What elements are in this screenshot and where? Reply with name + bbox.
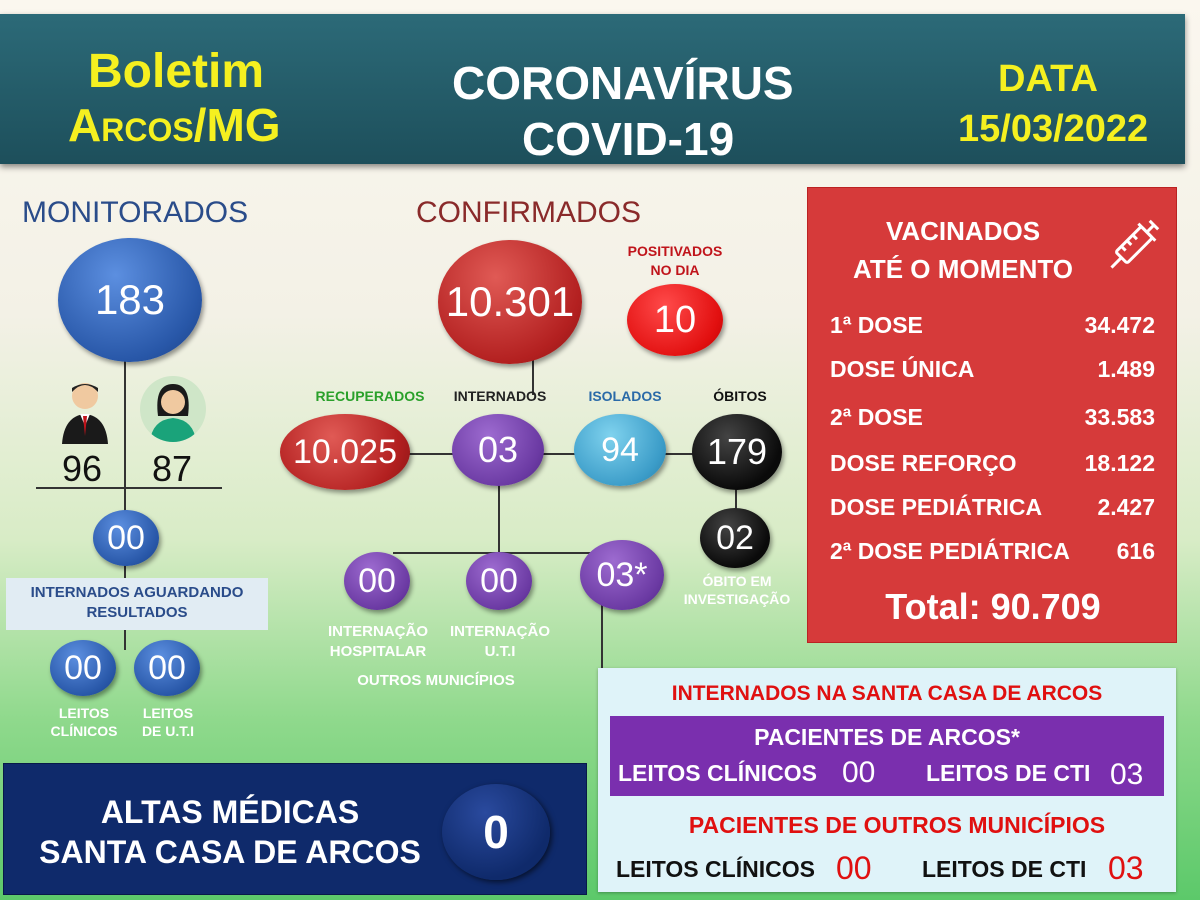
city-label: Arcos/MG	[68, 99, 281, 151]
title-covid: COVID-19	[522, 113, 735, 165]
arcos-cti-value: 03	[1110, 758, 1144, 791]
leitos-clinicos-count: 00	[50, 640, 116, 696]
obito-investigacao-count: 02	[700, 508, 770, 568]
santa-casa-title: INTERNADOS NA SANTA CASA DE ARCOS	[671, 682, 1103, 705]
date-value: 15/03/2022	[958, 108, 1149, 150]
internados-count: 03	[452, 414, 544, 486]
internados-aguardando-count: 00	[93, 510, 159, 566]
int-hosp-label-1: INTERNAÇÃO	[328, 623, 428, 640]
internados-arcos-count: 03*	[580, 540, 664, 610]
leitos-clinicos-label-1: LEITOS	[58, 705, 110, 721]
vac-row-2a-pediatrica	[830, 538, 1155, 565]
outros-clinicos-label: LEITOS CLÍNICOS	[616, 856, 815, 882]
confirmados-total: 10.301	[438, 240, 582, 364]
altas-value: 0	[442, 784, 550, 880]
positivados-label-1: POSITIVADOS	[627, 243, 723, 259]
leitos-uti-label-1: LEITOS	[142, 705, 194, 721]
vac-row-pediatrica	[830, 494, 1155, 521]
vac-row-reforco	[830, 450, 1155, 477]
vac-value-2a-dose: 33.583	[1084, 404, 1155, 430]
internacao-hospitalar-label	[318, 622, 438, 662]
outros-clinicos-value: 00	[836, 850, 872, 886]
isolados-count: 94	[574, 414, 666, 486]
int-hosp-label-2: HOSPITALAR	[329, 643, 427, 660]
vac-value-2a-pediatrica: 616	[1116, 538, 1155, 564]
internacao-uti-label	[440, 622, 560, 662]
altas-label	[20, 792, 440, 872]
arcos-clinicos-label: LEITOS CLÍNICOS	[618, 760, 817, 786]
vacinados-total: Total: 90.709	[885, 586, 1101, 627]
vac-value-1a-dose: 34.472	[1084, 312, 1155, 338]
vac-row-dose-unica	[830, 356, 1155, 383]
positivados-label-2: NO DIA	[650, 262, 700, 278]
obito-investigacao-label	[670, 572, 804, 608]
arcos-clinicos-value: 00	[842, 756, 876, 789]
vac-label-reforco: DOSE REFORÇO	[830, 450, 1017, 476]
monitorados-total: 183	[58, 238, 202, 362]
internacao-uti-count: 00	[466, 552, 532, 610]
leitos-uti-label-2: DE U.T.I	[141, 723, 195, 739]
date-label: DATA	[998, 58, 1098, 100]
int-uti-label-2: U.T.I	[484, 643, 516, 660]
header-banner	[0, 14, 1185, 164]
internacao-hospitalar-count: 00	[344, 552, 410, 610]
outros-municipios-label: OUTROS MUNICÍPIOS	[357, 672, 515, 689]
vac-label-1a-dose: 1ª DOSE	[830, 312, 923, 338]
recuperados-count: 10.025	[280, 414, 410, 490]
vacinados-title-1: VACINADOS	[885, 216, 1041, 246]
positivados-label	[610, 242, 740, 280]
arcos-cti-label: LEITOS DE CTI	[926, 760, 1091, 786]
altas-label-2: SANTA CASA DE ARCOS	[39, 834, 421, 870]
outros-cti-label: LEITOS DE CTI	[922, 856, 1087, 882]
positivados-count: 10	[627, 284, 723, 356]
vacinados-title	[840, 212, 1086, 288]
title-coronavirus: CORONAVÍRUS	[452, 57, 794, 109]
pacientes-outros-title: PACIENTES DE OUTROS MUNICÍPIOS	[688, 812, 1106, 838]
pacientes-arcos-title: PACIENTES DE ARCOS*	[754, 724, 1020, 750]
altas-label-1: ALTAS MÉDICAS	[100, 794, 360, 830]
internados-down-line	[498, 480, 500, 552]
obitos-label: ÓBITOS	[713, 388, 767, 404]
syringe-icon	[1104, 214, 1160, 280]
female-person-icon	[140, 376, 206, 442]
boletim-label: Boletim	[88, 45, 265, 98]
obito-inv-label-2: INVESTIGAÇÃO	[683, 591, 791, 607]
vac-label-dose-unica: DOSE ÚNICA	[830, 356, 975, 382]
leitos-uti-count: 00	[134, 640, 200, 696]
obito-inv-label-1: ÓBITO EM	[702, 573, 772, 589]
vac-value-pediatrica: 2.427	[1097, 494, 1155, 520]
female-count: 87	[152, 448, 193, 489]
confirmados-title: CONFIRMADOS	[416, 196, 641, 229]
int-uti-label-1: INTERNAÇÃO	[450, 623, 550, 640]
aguardando-label-1: INTERNADOS AGUARDANDO	[30, 584, 244, 601]
leitos-clinicos-label-2: CLÍNICOS	[50, 723, 118, 739]
outros-cti-value: 03	[1108, 850, 1144, 886]
vac-value-dose-unica: 1.489	[1097, 356, 1155, 382]
recuperados-label: RECUPERADOS	[315, 388, 425, 404]
vac-row-1a-dose	[830, 312, 1155, 339]
vac-label-2a-pediatrica: 2ª DOSE PEDIÁTRICA	[830, 538, 1070, 564]
obitos-count: 179	[692, 414, 782, 490]
vac-label-2a-dose: 2ª DOSE	[830, 404, 923, 430]
internados-aguardando-box	[6, 578, 268, 630]
male-person-icon	[58, 380, 112, 444]
leitos-uti-label	[118, 704, 218, 740]
monitorados-title: MONITORADOS	[22, 196, 249, 229]
vac-label-pediatrica: DOSE PEDIÁTRICA	[830, 494, 1043, 520]
isolados-label: ISOLADOS	[588, 388, 662, 404]
vacinados-title-2: ATÉ O MOMENTO	[852, 254, 1074, 284]
male-count: 96	[62, 448, 103, 489]
internados-label: INTERNADOS	[453, 388, 547, 404]
vac-row-2a-dose	[830, 404, 1155, 431]
vac-value-reforco: 18.122	[1084, 450, 1155, 476]
aguardando-label-2: RESULTADOS	[86, 604, 188, 621]
